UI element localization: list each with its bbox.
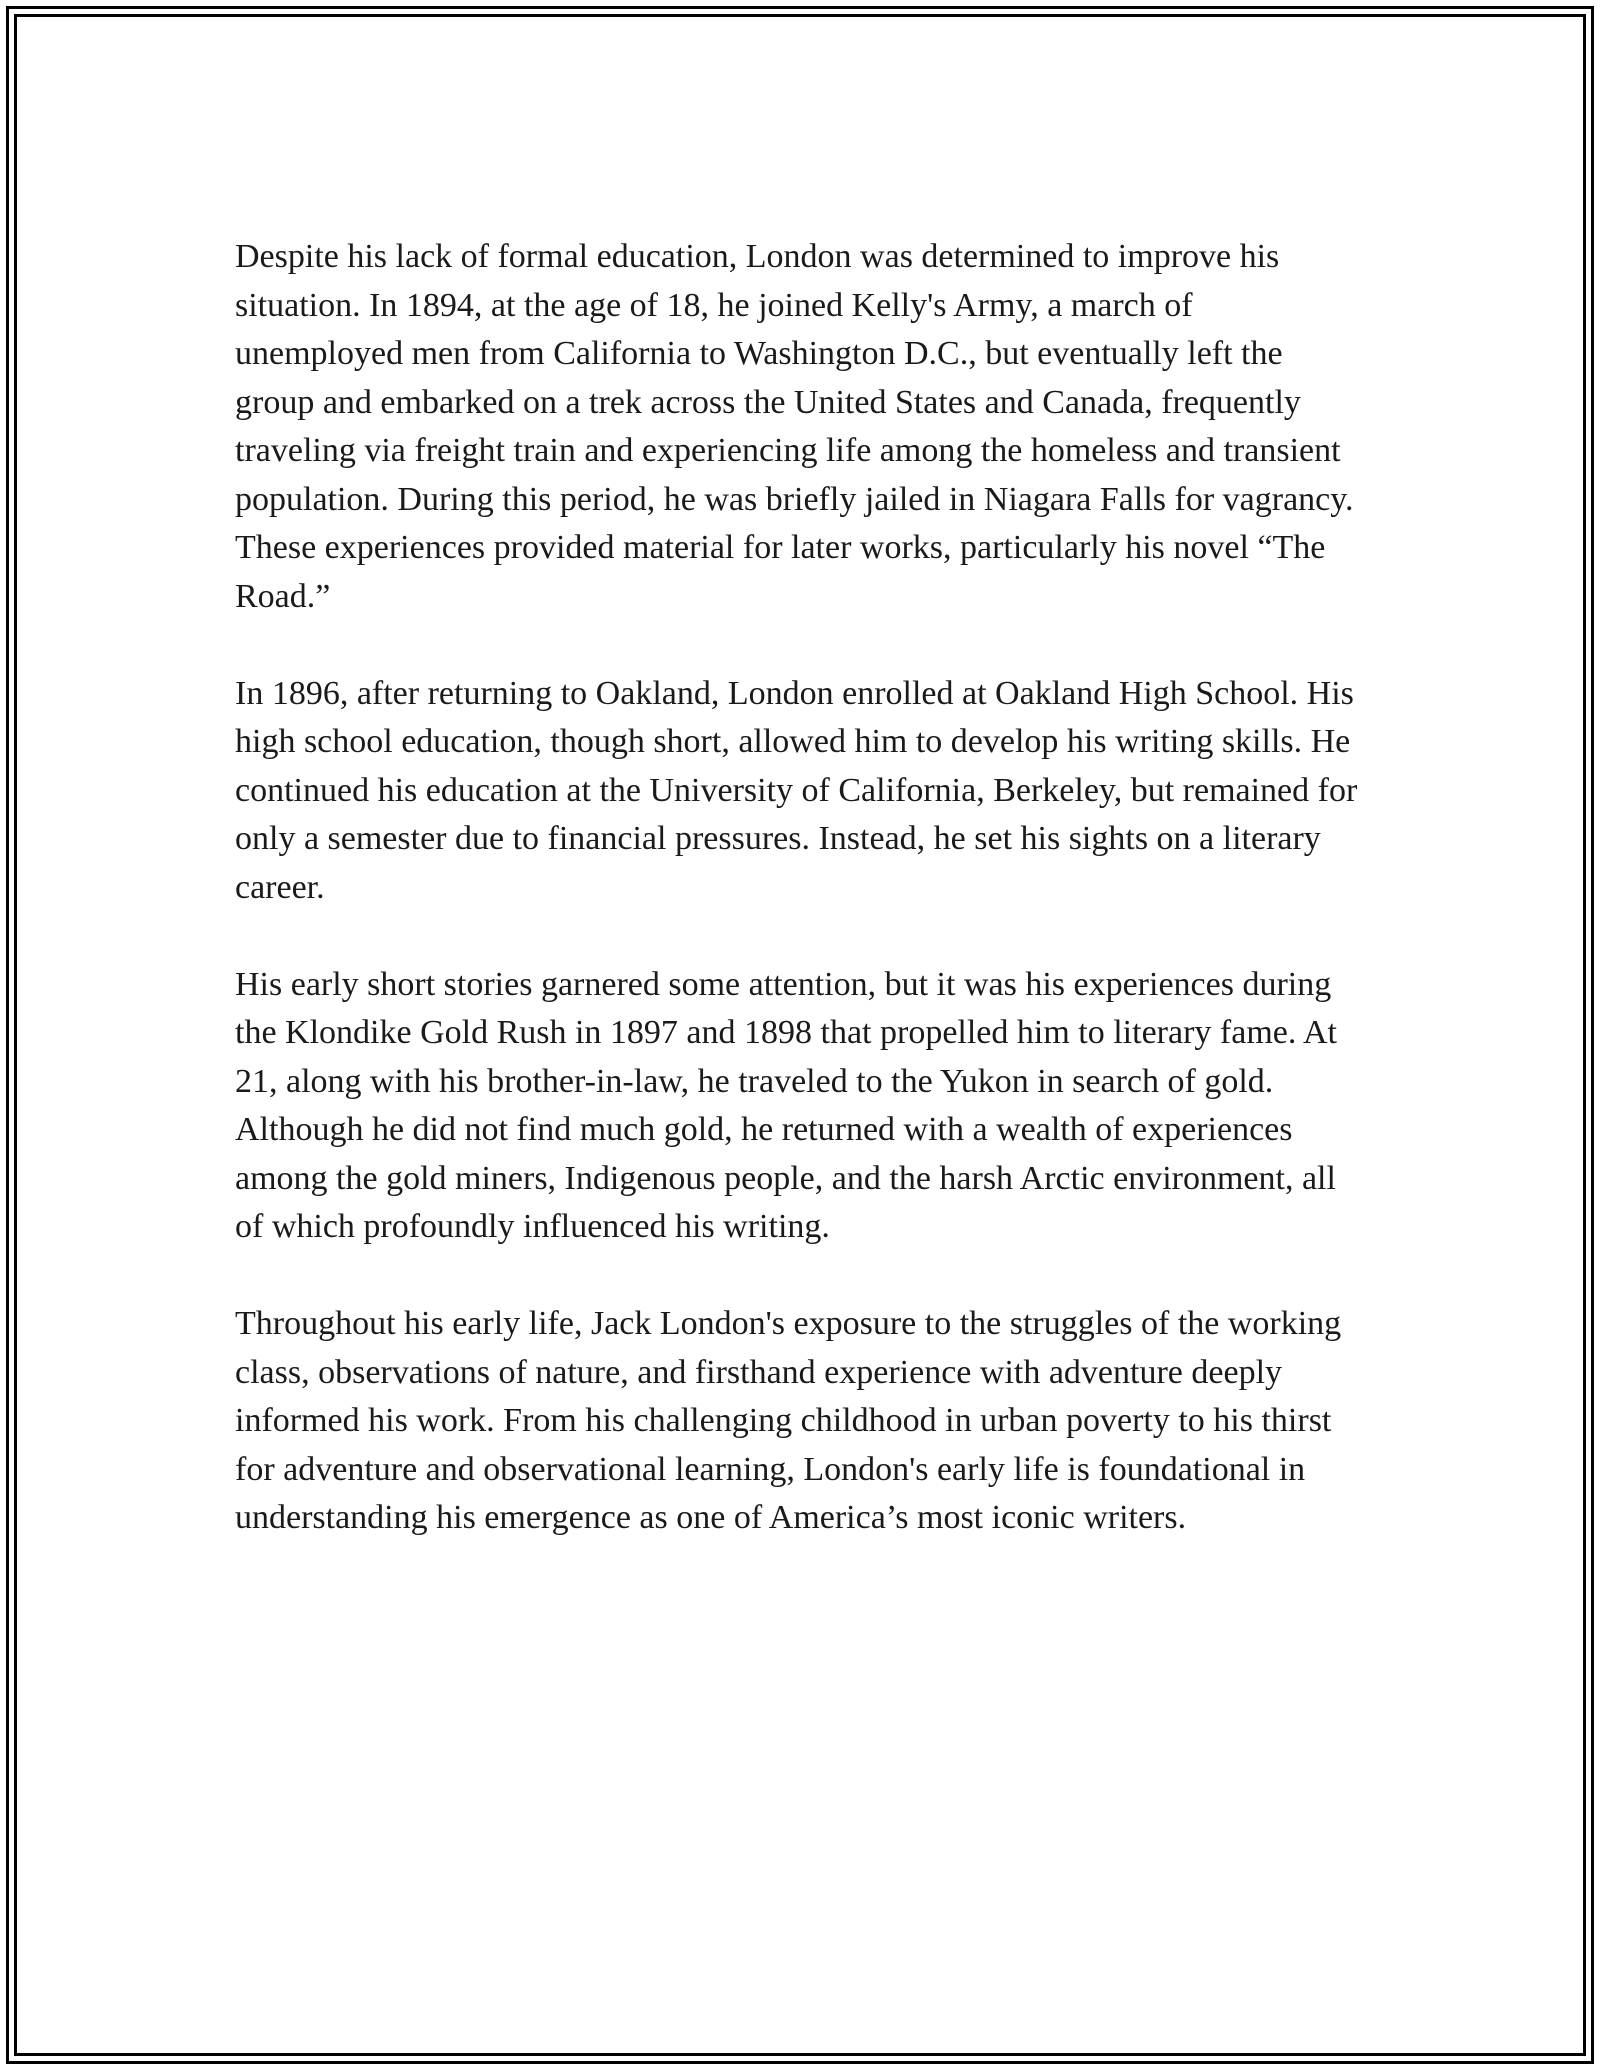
paragraph-oakland-high-school: In 1896, after returning to Oakland, London enrolled at Oakland High School. His high school education, though short, allowed him to develop his writing skills. He continued his education at the University of California, Berkeley, but remained for only a semester due to financial pressures. Instead, he set his sights on a literary career. bbox=[235, 674, 1358, 906]
paragraph-kellys-army: Despite his lack of formal education, London was determined to improve his situation. In 1894, at the age of 18, he joined Kelly's Army, a march of unemployed men from California to Washington D.C., but eventually left the group and embarked on a trek across the United States and Canada, frequently traveling via freight train and experiencing life among the homeless and transient population. During this period, he was briefly jailed in Niagara Falls for vagrancy. These experiences provided material for later works, particularly his novel “The Road.” bbox=[235, 238, 1354, 615]
document-body bbox=[235, 233, 1365, 1543]
paragraph-early-life-summary: Throughout his early life, Jack London's exposure to the struggles of the working class, observations of nature, and firsthand experience with adventure deeply informed his work. From his challenging childhood in urban poverty to his thirst for adventure and observational learning, London's early life is foundational in understanding his emergence as one of America’s most iconic writers. bbox=[235, 1305, 1342, 1536]
paragraph-klondike-gold-rush: His early short stories garnered some attention, but it was his experiences during the Klondike Gold Rush in 1897 and 1898 that propelled him to literary fame. At 21, along with his brother-in-law, he traveled to the Yukon in search of gold. Although he did not find much gold, he returned with a wealth of experiences among the gold miners, Indigenous people, and the harsh Arctic environment, all of which profoundly influenced his writing. bbox=[235, 965, 1337, 1245]
